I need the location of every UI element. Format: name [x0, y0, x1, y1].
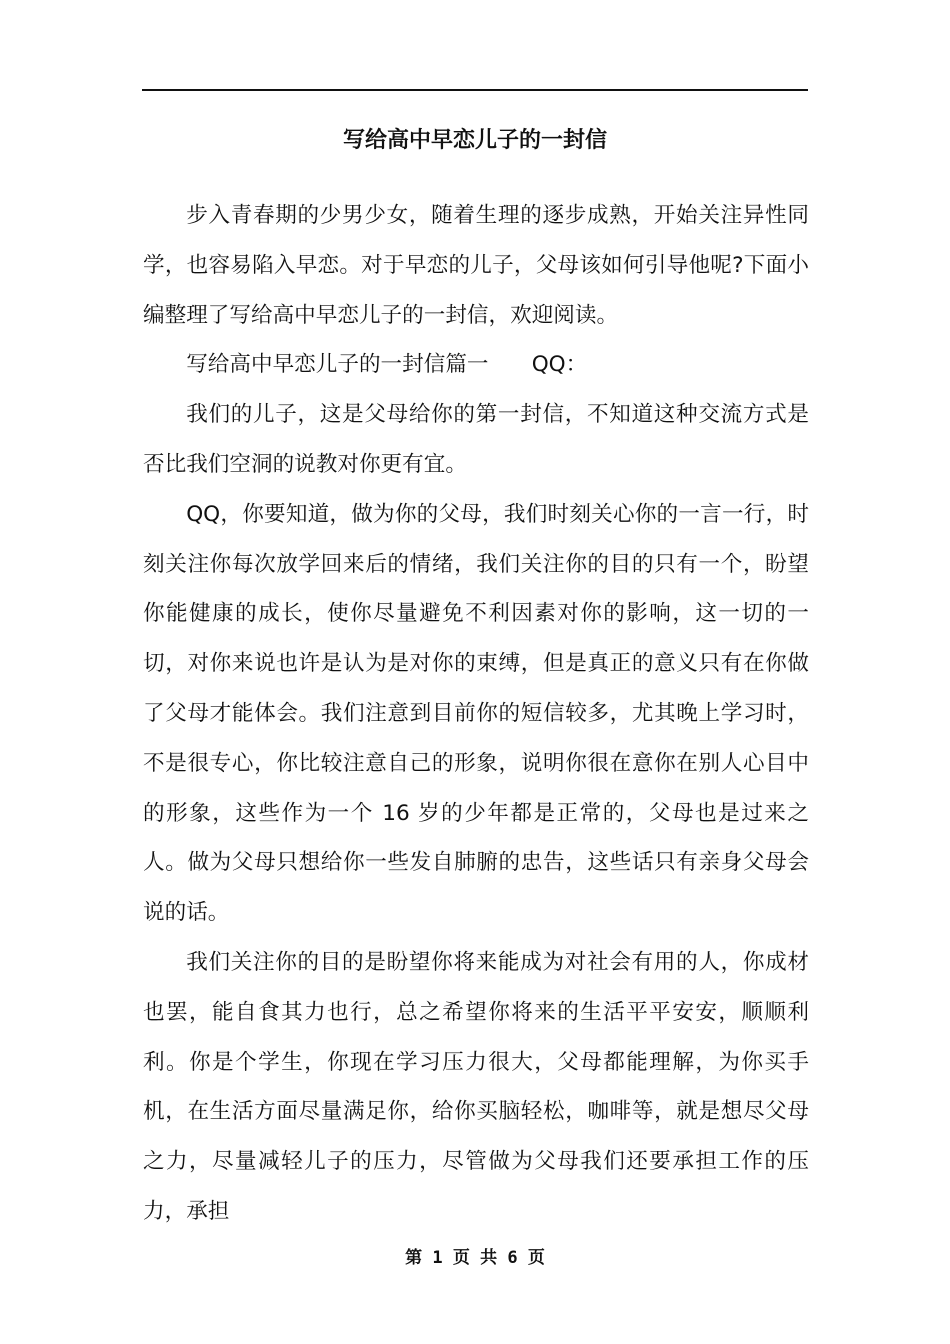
paragraph-hope: 我们关注你的目的是盼望你将来能成为对社会有用的人，你成材也罢，能自食其力也行，总之希望你将来的生活平平安安，顺顺利利。你是个学生，你现在学习压力很大，父母都能理解，为你买手机，在生活方面尽量满足你，给你买脑轻松，咖啡等，就是想尽父母之力，尽量减轻儿子的压力，尽管做为父母我们还要承担工作的压力，承担 — [143, 949, 809, 1224]
paragraph-concern: QQ，你要知道，做为你的父母，我们时刻关心你的一言一行，时刻关注你每次放学回来后的情绪，我们关注你的目的只有一个，盼望你能健康的成长，使你尽量避免不利因素对你的影响，这一切的一切，对你来说也许是认为是对你的束缚，但是真正的意义只有在你做了父母才能体会。我们注意到目前你的短信较多，尤其晚上学习时，不是很专心，你比较注意自己的形象，说明你很在意你在别人心目中的形象，这些作为一个 16 岁的少年都是正常的，父母也是过来之人。做为父母只想给你一些发自肺腑的忠告，这些话只有亲身父母会说的话。 — [143, 501, 809, 926]
paragraph-greeting: 我们的儿子，这是父母给你的第一封信，不知道这种交流方式是否比我们空洞的说教对你更有宜。 — [143, 402, 809, 477]
header-rule — [142, 89, 808, 91]
document-body — [143, 191, 809, 1237]
page-number-footer: 第 1 页 共 6 页 — [405, 1248, 545, 1268]
paragraph-intro: 步入青春期的少男少女，随着生理的逐步成熟，开始关注异性同学，也容易陷入早恋。对于早恋的儿子，父母该如何引导他呢?下面小编整理了写给高中早恋儿子的一封信，欢迎阅读。 — [143, 203, 809, 328]
paragraph-letter-heading: 写给高中早恋儿子的一封信篇一 QQ： — [186, 352, 588, 378]
document-title: 写给高中早恋儿子的一封信 — [342, 128, 607, 153]
